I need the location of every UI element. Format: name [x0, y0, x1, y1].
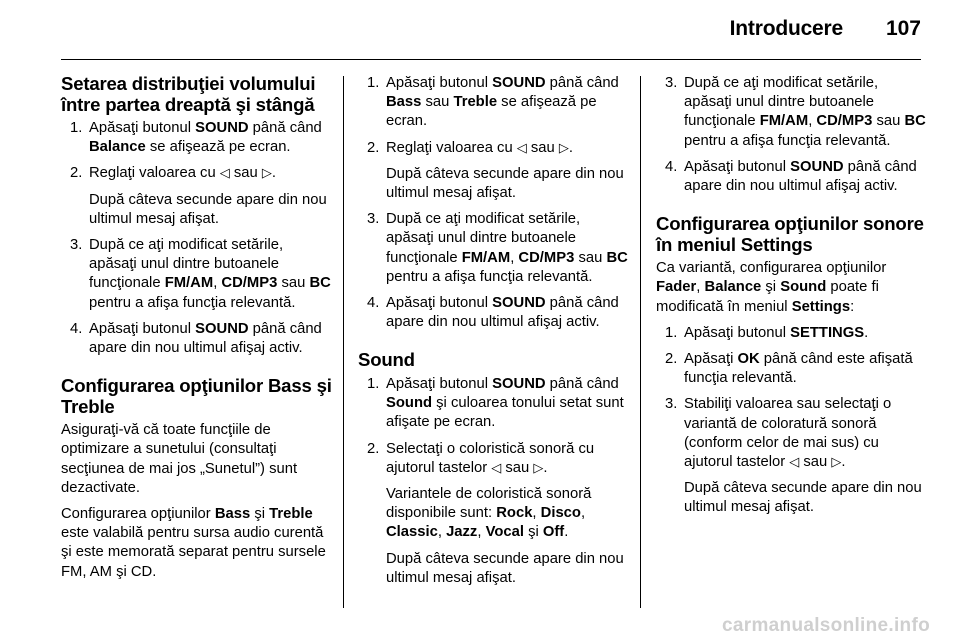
header-rule	[61, 59, 921, 60]
option-label: Disco	[540, 505, 581, 522]
display-label: Sound	[386, 395, 433, 412]
text: .	[841, 454, 846, 471]
left-arrow-icon: ◁	[516, 140, 527, 156]
button-name: BC	[606, 249, 628, 266]
step-number: 1.	[665, 324, 678, 341]
step-number: 2.	[367, 139, 380, 156]
section-heading-bass-treble: Configurarea opţiunilor Bass şi Treble	[61, 375, 332, 417]
option-label: Balance	[704, 279, 762, 296]
list-item	[358, 294, 630, 332]
step-number: 4.	[70, 320, 83, 337]
step-number: 4.	[367, 295, 380, 312]
paragraph: Asiguraţi-vă că toate funcţiile de optimizare a sunetului (consultaţi secţiunea de mai jos „Sunetul”) sunt dezactivate.	[61, 422, 298, 496]
list-item	[358, 74, 630, 132]
button-name: FM/AM	[164, 275, 214, 292]
text: sau	[501, 459, 534, 476]
button-name: SETTINGS	[790, 324, 865, 341]
list-item	[61, 236, 333, 313]
step-number: 2.	[367, 440, 380, 457]
text: şi	[250, 506, 270, 523]
list-item	[358, 440, 630, 588]
button-name: CD/MP3	[816, 113, 873, 130]
text: ,	[477, 524, 486, 541]
text: ,	[696, 279, 705, 296]
text: Apăsaţi butonul	[386, 295, 493, 312]
option-label: Jazz	[446, 524, 478, 541]
text: Apăsaţi butonul	[386, 375, 493, 392]
text: pentru a afişa funcţia relevantă.	[89, 294, 296, 311]
text: poate fi modificată în meniul	[656, 279, 879, 315]
right-arrow-icon: ▷	[558, 140, 569, 156]
text: Selectaţi o coloristică sonoră cu ajutorul tastelor	[386, 440, 595, 476]
step-number: 2.	[665, 351, 678, 368]
list-item	[656, 395, 926, 517]
column-2	[358, 74, 630, 595]
option-label: Off	[542, 524, 565, 541]
button-name: FM/AM	[759, 113, 809, 130]
step-note: După câteva secunde apare din nou ultimul mesaj afişat.	[89, 191, 327, 227]
option-label: Classic	[386, 524, 438, 541]
text: Configurarea opţiunilor	[61, 506, 215, 523]
balance-continued-steps	[656, 74, 926, 196]
text: :	[850, 298, 855, 315]
button-name: OK	[737, 351, 760, 368]
text: sau	[574, 249, 607, 266]
text: se afişează pe ecran.	[145, 139, 291, 156]
step-number: 3.	[70, 237, 83, 254]
text: sau	[277, 275, 310, 292]
text: pentru a afişa funcţia relevantă.	[386, 268, 593, 285]
button-name: CD/MP3	[518, 249, 575, 266]
text: Reglaţi valoarea cu	[89, 165, 220, 182]
button-name: SOUND	[492, 375, 546, 392]
display-label: Balance	[89, 139, 146, 156]
section-heading-sound: Sound	[358, 349, 415, 371]
step-number: 2.	[70, 165, 83, 182]
list-item	[61, 320, 333, 358]
button-name: SOUND	[492, 75, 546, 91]
button-name: SOUND	[195, 120, 249, 136]
chapter-title: Introducere	[729, 17, 843, 40]
text: ,	[510, 249, 519, 266]
text: până când	[545, 75, 619, 91]
text: Ca variantă, configurarea opţiunilor	[656, 260, 887, 277]
option-label: Sound	[780, 279, 827, 296]
text: Apăsaţi butonul	[89, 120, 196, 136]
button-name: SOUND	[492, 295, 546, 312]
section-heading-balance: Setarea distribuţiei volumului între partea dreaptă şi stângă	[61, 73, 316, 115]
display-label: Treble	[453, 94, 498, 111]
text: sau	[526, 139, 559, 156]
text: şi culoarea tonului setat sunt afişate pe ecran.	[386, 395, 624, 431]
text: sau	[421, 94, 454, 111]
section-heading-settings: Configurarea opţiunilor sonore în meniul Settings	[656, 213, 924, 255]
left-arrow-icon: ◁	[789, 455, 800, 471]
text: Variantele de coloristică sonoră disponibile sunt:	[386, 485, 592, 522]
text: sau	[872, 113, 905, 130]
menu-label: Settings	[791, 298, 851, 315]
text: .	[864, 324, 869, 341]
text: Apăsaţi	[684, 351, 738, 368]
display-label: Treble	[269, 506, 313, 523]
button-name: BC	[904, 113, 926, 130]
list-item	[358, 210, 630, 287]
step-number: 3.	[367, 211, 380, 228]
step-number: 3.	[665, 75, 678, 91]
bass-treble-steps	[358, 74, 630, 332]
text: până când este afişată funcţia relevantă.	[684, 351, 913, 387]
column-divider-1	[343, 76, 344, 608]
text: se afişează pe ecran.	[386, 94, 597, 130]
page-header	[0, 0, 960, 60]
text: După ce aţi modificat setările, apăsaţi unul dintre butoanele funcţionale	[386, 211, 581, 266]
settings-steps	[656, 324, 926, 518]
step-note: După câteva secunde apare din nou ultimul mesaj afişat.	[684, 480, 922, 516]
step-number: 1.	[367, 75, 380, 91]
list-item	[656, 74, 926, 151]
text: .	[564, 524, 569, 541]
right-arrow-icon: ▷	[533, 460, 544, 476]
text: până când apare din nou ultimul afişaj activ.	[684, 158, 917, 195]
text: După ce aţi modificat setările, apăsaţi unul dintre butoanele funcţionale	[684, 75, 879, 130]
watermark: carmanualsonline.info	[722, 615, 930, 636]
paragraph	[656, 259, 926, 317]
button-name: CD/MP3	[221, 275, 278, 292]
button-name: BC	[309, 275, 331, 292]
option-label: Fader	[656, 279, 697, 296]
text: Apăsaţi butonul	[386, 75, 493, 91]
list-item	[358, 375, 630, 433]
button-name: SOUND	[195, 320, 249, 337]
paragraph	[61, 505, 333, 582]
text: După ce aţi modificat setările, apăsaţi unul dintre butoanele funcţionale	[89, 237, 284, 292]
text: Reglaţi valoarea cu	[386, 139, 517, 156]
step-note	[386, 485, 630, 543]
text: .	[271, 165, 276, 182]
text: şi	[523, 524, 543, 541]
text: ,	[213, 275, 222, 292]
text: până când apare din nou ultimul afişaj activ.	[386, 295, 619, 331]
text: ,	[437, 524, 447, 541]
list-item	[656, 350, 926, 388]
text: până când	[545, 375, 619, 392]
list-item	[656, 324, 926, 343]
left-arrow-icon: ◁	[219, 166, 230, 182]
step-number: 1.	[70, 120, 83, 136]
column-divider-2	[640, 76, 641, 608]
right-arrow-icon: ▷	[261, 166, 272, 182]
right-arrow-icon: ▷	[831, 455, 842, 471]
text: Apăsaţi butonul	[89, 320, 196, 337]
text: sau	[229, 165, 262, 182]
text: ,	[580, 505, 586, 522]
display-label: Bass	[386, 94, 422, 111]
text: sau	[799, 454, 832, 471]
balance-steps	[61, 119, 333, 358]
text: pentru a afişa funcţia relevantă.	[684, 132, 891, 149]
list-item	[61, 164, 333, 229]
step-note: După câteva secunde apare din nou ultimul mesaj afişat.	[386, 165, 624, 202]
text: este valabilă pentru sursa audio curentă şi este memorată separat pentru sursele FM, AM şi CD.	[61, 525, 326, 580]
text: ,	[532, 505, 541, 522]
list-item	[61, 119, 333, 157]
button-name: FM/AM	[461, 249, 511, 266]
list-item	[358, 139, 630, 204]
column-3	[656, 74, 926, 525]
text: Apăsaţi butonul	[684, 324, 791, 341]
step-number: 3.	[665, 396, 678, 413]
text: până când apare din nou ultimul afişaj activ.	[89, 320, 322, 357]
step-number: 1.	[367, 375, 380, 392]
option-label: Rock	[496, 505, 533, 522]
text: .	[543, 459, 548, 476]
option-label: Vocal	[485, 524, 524, 541]
text: .	[568, 139, 573, 156]
page-number: 107	[885, 17, 921, 40]
text: Apăsaţi butonul	[684, 158, 791, 175]
text: ,	[808, 113, 817, 130]
text: până când	[248, 120, 322, 136]
step-number: 4.	[665, 158, 678, 175]
display-label: Bass	[214, 506, 251, 523]
column-1	[61, 74, 333, 589]
list-item	[656, 158, 926, 196]
step-note: După câteva secunde apare din nou ultimul mesaj afişat.	[386, 550, 624, 586]
left-arrow-icon: ◁	[491, 460, 502, 476]
text: Stabiliţi valoarea sau selectaţi o variantă de coloratură sonoră (conform celor de mai sus) cu ajutorul tastelor	[684, 396, 892, 471]
button-name: SOUND	[790, 158, 844, 175]
sound-steps	[358, 375, 630, 588]
text: şi	[761, 279, 781, 296]
